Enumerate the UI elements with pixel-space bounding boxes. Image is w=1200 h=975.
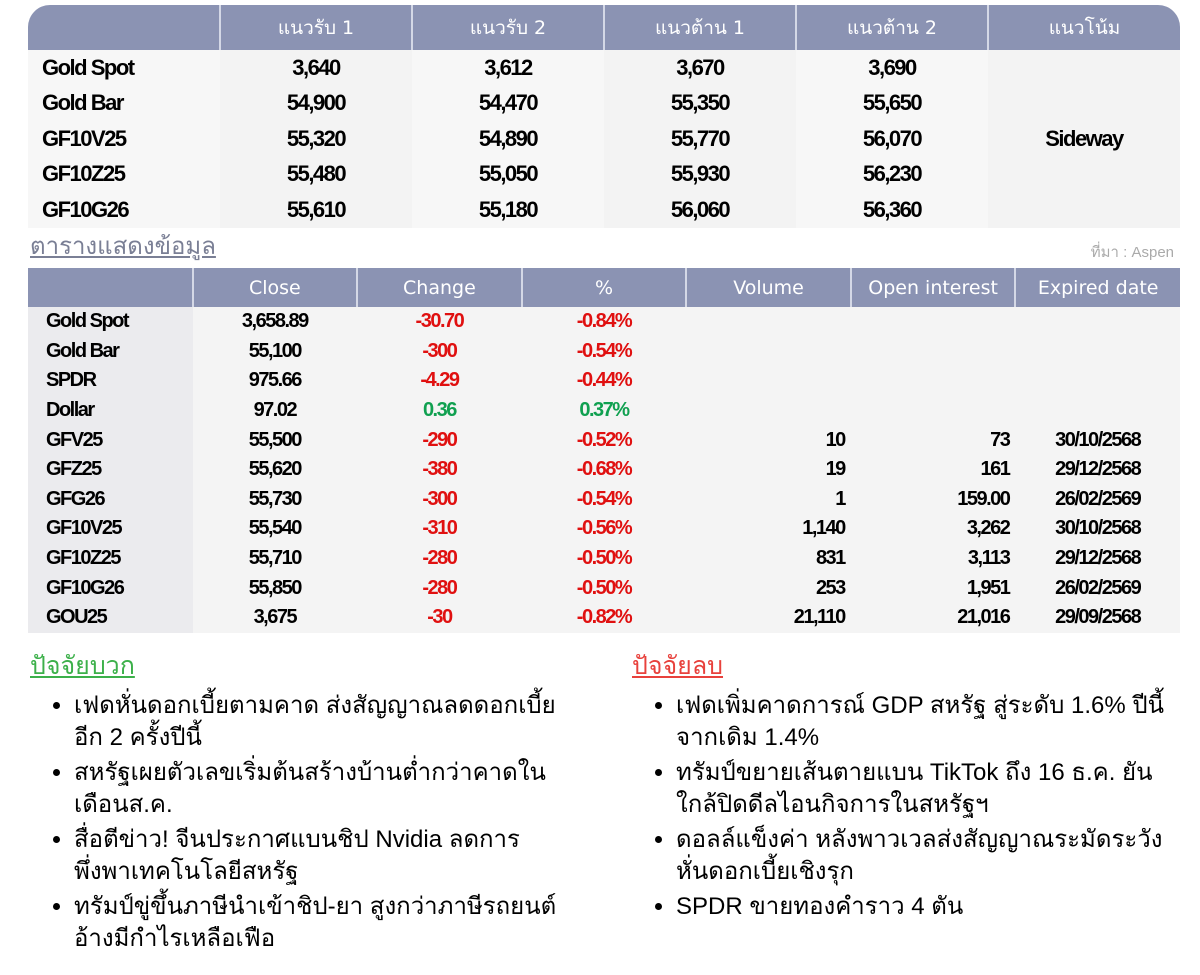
close-value: 55,500 (193, 425, 358, 455)
row-label: GF10Z25 (28, 157, 220, 193)
open-interest-value: 21,016 (851, 603, 1016, 633)
cell-value: 55,930 (604, 157, 796, 193)
factor-item: • สื่อตีข่าว! จีนประกาศแบนชิป Nvidia ลดการพึ่งพาเทคโนโลยีสหรัฐ (74, 824, 570, 888)
table-row (28, 337, 1180, 367)
cell-value: 55,180 (412, 192, 604, 228)
table-row (28, 485, 1180, 515)
expired-date-value: 26/02/2569 (1015, 573, 1180, 603)
cell-value: 3,640 (220, 50, 412, 86)
expired-date-value: 29/12/2568 (1015, 544, 1180, 574)
change-value: -30.70 (357, 307, 522, 337)
column-header: Expired date (1015, 268, 1180, 307)
change-value: -300 (357, 485, 522, 515)
volume-value (686, 307, 851, 337)
change-value: -380 (357, 455, 522, 485)
close-value: 55,100 (193, 337, 358, 367)
volume-value: 253 (686, 573, 851, 603)
volume-value: 831 (686, 544, 851, 574)
cell-value: 3,690 (796, 50, 988, 86)
cell-value: 56,230 (796, 157, 988, 193)
close-value: 97.02 (193, 396, 358, 426)
row-label: GOU25 (28, 603, 193, 633)
percent-value: -0.44% (522, 366, 687, 396)
open-interest-value: 1,951 (851, 573, 1016, 603)
expired-date-value (1015, 366, 1180, 396)
section-title: ตารางแสดงข้อมูล (30, 233, 216, 260)
expired-date-value: 30/10/2568 (1015, 425, 1180, 455)
volume-value (686, 366, 851, 396)
close-value: 55,620 (193, 455, 358, 485)
cell-value: 54,890 (412, 121, 604, 157)
percent-value: -0.54% (522, 337, 687, 367)
cell-value: 3,612 (412, 50, 604, 86)
cell-value: 55,320 (220, 121, 412, 157)
open-interest-value (851, 307, 1016, 337)
open-interest-value (851, 396, 1016, 426)
percent-value: -0.84% (522, 307, 687, 337)
cell-value: 56,070 (796, 121, 988, 157)
row-label: GF10G26 (28, 573, 193, 603)
row-label: Gold Bar (28, 86, 220, 122)
cell-value: 54,900 (220, 86, 412, 122)
table-row (28, 425, 1180, 455)
percent-value: -0.82% (522, 603, 687, 633)
positive-factors (30, 650, 570, 958)
expired-date-value: 29/12/2568 (1015, 455, 1180, 485)
volume-value: 21,110 (686, 603, 851, 633)
close-value: 3,675 (193, 603, 358, 633)
percent-value: -0.54% (522, 485, 687, 515)
close-value: 55,730 (193, 485, 358, 515)
trend-value: Sideway (988, 50, 1180, 228)
table-row (28, 366, 1180, 396)
volume-value: 1,140 (686, 514, 851, 544)
column-header: Volume (686, 268, 851, 307)
factor-item: • เฟดเพิ่มคาดการณ์ GDP สหรัฐ สู่ระดับ 1.6% ปีนี้ จากเดิม 1.4% (676, 690, 1172, 754)
cell-value: 55,050 (412, 157, 604, 193)
change-value: -280 (357, 573, 522, 603)
change-value: -280 (357, 544, 522, 574)
factor-item: • SPDR ขายทองคำราว 4 ตัน (676, 891, 1172, 923)
table-row (28, 603, 1180, 633)
column-header: แนวรับ 2 (412, 5, 604, 50)
expired-date-value: 26/02/2569 (1015, 485, 1180, 515)
row-label: Gold Bar (28, 337, 193, 367)
close-value: 55,540 (193, 514, 358, 544)
negative-factors (632, 650, 1172, 926)
open-interest-value (851, 366, 1016, 396)
column-header: % (522, 268, 687, 307)
percent-value: -0.50% (522, 573, 687, 603)
open-interest-value: 159.00 (851, 485, 1016, 515)
close-value: 3,658.89 (193, 307, 358, 337)
volume-value: 1 (686, 485, 851, 515)
expired-date-value (1015, 307, 1180, 337)
percent-value: -0.50% (522, 544, 687, 574)
table-row (28, 455, 1180, 485)
expired-date-value: 29/09/2568 (1015, 603, 1180, 633)
open-interest-value (851, 337, 1016, 367)
volume-value (686, 396, 851, 426)
expired-date-value: 30/10/2568 (1015, 514, 1180, 544)
column-header (28, 5, 220, 50)
column-header: แนวโน้ม (988, 5, 1180, 50)
row-label: GFG26 (28, 485, 193, 515)
column-header (28, 268, 193, 307)
row-label: GFV25 (28, 425, 193, 455)
cell-value: 55,650 (796, 86, 988, 122)
row-label: Dollar (28, 396, 193, 426)
row-label: SPDR (28, 366, 193, 396)
cell-value: 55,610 (220, 192, 412, 228)
volume-value (686, 337, 851, 367)
factor-item: • ทรัมป์ขู่ขึ้นภาษีนำเข้าชิป-ยา สูงกว่าภาษีรถยนต์ อ้างมีกำไรเหลือเฟือ (74, 891, 570, 955)
source-label: ที่มา : Aspen (1090, 244, 1174, 261)
row-label: GF10V25 (28, 514, 193, 544)
percent-value: -0.52% (522, 425, 687, 455)
cell-value: 3,670 (604, 50, 796, 86)
volume-value: 10 (686, 425, 851, 455)
column-header: แนวรับ 1 (220, 5, 412, 50)
change-value: 0.36 (357, 396, 522, 426)
change-value: -310 (357, 514, 522, 544)
close-value: 975.66 (193, 366, 358, 396)
close-value: 55,850 (193, 573, 358, 603)
row-label: GF10G26 (28, 192, 220, 228)
column-header: แนวต้าน 2 (796, 5, 988, 50)
table-row (28, 544, 1180, 574)
positive-title: ปัจจัยบวก (30, 652, 135, 680)
table-row (28, 307, 1180, 337)
cell-value: 56,060 (604, 192, 796, 228)
change-value: -290 (357, 425, 522, 455)
cell-value: 55,480 (220, 157, 412, 193)
open-interest-value: 3,113 (851, 544, 1016, 574)
factor-item: • เฟดหั่นดอกเบี้ยตามคาด ส่งสัญญาณลดดอกเบี้ยอีก 2 ครั้งปีนี้ (74, 690, 570, 754)
change-value: -300 (357, 337, 522, 367)
negative-title: ปัจจัยลบ (632, 652, 724, 680)
factor-item: • ดอลล์แข็งค่า หลังพาวเวลส่งสัญญาณระมัดระวังหั่นดอกเบี้ยเชิงรุก (676, 824, 1172, 888)
column-header: Open interest (851, 268, 1016, 307)
cell-value: 54,470 (412, 86, 604, 122)
open-interest-value: 161 (851, 455, 1016, 485)
expired-date-value (1015, 337, 1180, 367)
percent-value: -0.56% (522, 514, 687, 544)
volume-value: 19 (686, 455, 851, 485)
close-value: 55,710 (193, 544, 358, 574)
factor-item: • ทรัมป์ขยายเส้นตายแบน TikTok ถึง 16 ธ.ค. ยันใกล้ปิดดีลไอนกิจการในสหรัฐฯ (676, 757, 1172, 821)
row-label: GF10V25 (28, 121, 220, 157)
percent-value: 0.37% (522, 396, 687, 426)
column-header: Change (357, 268, 522, 307)
cell-value: 55,350 (604, 86, 796, 122)
row-label: GF10Z25 (28, 544, 193, 574)
expired-date-value (1015, 396, 1180, 426)
column-header: Close (193, 268, 358, 307)
table-row (28, 396, 1180, 426)
row-label: Gold Spot (28, 307, 193, 337)
row-label: GFZ25 (28, 455, 193, 485)
percent-value: -0.68% (522, 455, 687, 485)
support-resistance-table (28, 5, 1180, 228)
market-data-table (28, 268, 1180, 633)
table-row (28, 514, 1180, 544)
column-header: แนวต้าน 1 (604, 5, 796, 50)
table-row (28, 573, 1180, 603)
change-value: -4.29 (357, 366, 522, 396)
change-value: -30 (357, 603, 522, 633)
table-row (28, 50, 1180, 86)
cell-value: 56,360 (796, 192, 988, 228)
open-interest-value: 3,262 (851, 514, 1016, 544)
cell-value: 55,770 (604, 121, 796, 157)
factor-item: • สหรัฐเผยตัวเลขเริ่มต้นสร้างบ้านต่ำกว่าคาดในเดือนส.ค. (74, 757, 570, 821)
open-interest-value: 73 (851, 425, 1016, 455)
row-label: Gold Spot (28, 50, 220, 86)
